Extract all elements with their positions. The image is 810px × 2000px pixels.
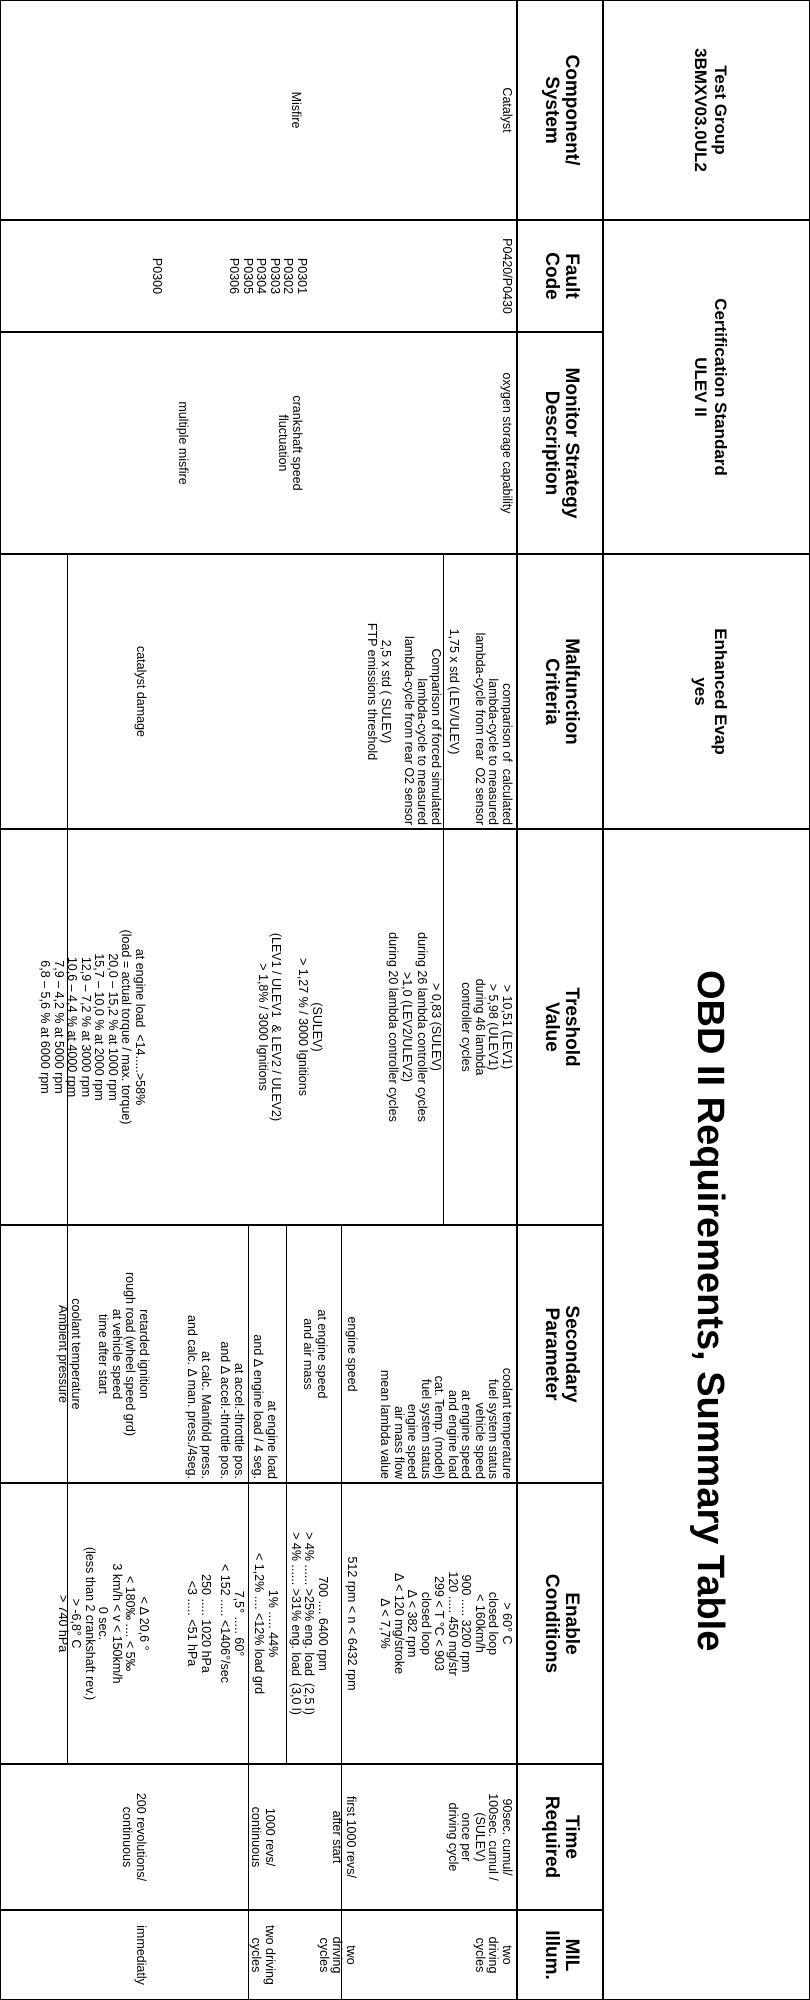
body-component [0, 0, 517, 220]
catalyst-time: 90sec. cumul/ 100sec. cumul / (SULEV) once per driving cycle [446, 1793, 514, 1881]
catalyst-malfunction-1: comparison of calculated lambda-cycle to measured lambda-cycle from rear O2 sensor [473, 632, 514, 825]
header-malfunction-text: Malfunction Criteria [541, 638, 582, 745]
misfire-enable-load: 1% ..... 44% < 1,2% .... <12% load grd [252, 1552, 280, 1695]
misfire-enable-manifold: 250 ..... 1020 hPa <3 ..... <51 hPa [185, 1574, 213, 1673]
misfire-threshold-b: at engine load <14.....>58% (load = actual torque / max. torque) 20,0 – 15,2 % at 1000 rpm 15,7 – 10,0 % at 2000 rpm 12,9 – 7,2 % at 3000 rpm 10,6 – 4,4 % at 4000 rpm 7,9 – 4,2 % at 5000 rpm 6,8 – 5,6 % at 6000 rpm [38, 929, 147, 1125]
misfire-secondary-misc: retarded ignition rough road (wheel speed grd) at vehicle speed time after start coolant temperature Ambient pressure [56, 1272, 151, 1436]
misfire-monitor-2: multiple misfire [176, 401, 190, 485]
header-enable-text: Enable Conditions [541, 1573, 582, 1674]
misfire-secondary-air-mass: at engine speed and air mass [301, 1309, 329, 1399]
header-time-text: Time Required [541, 1795, 582, 1879]
catalyst-monitor: oxygen storage capability [500, 372, 514, 514]
misfire-component: Misfire [289, 91, 303, 129]
header-fault-code-text: Fault Code [541, 252, 582, 300]
catalyst-malfunction-2b: 2,5 x std ( SULEV) FTP emissions threshold [365, 622, 393, 761]
page-title: OBD II Requirements, Summary Table [689, 970, 731, 1652]
enhanced-evap-text: Enhanced Evap yes [691, 628, 730, 755]
misfire-threshold-a: (SULEV) > 1,27 % / 3000 Ignitions (LEV1 / ULEV1 & LEV2 / ULEV2) > 1,8% / 3000 Ignitions [256, 932, 324, 1122]
misfire-malfunction-damage: catalyst damage [134, 645, 148, 738]
misfire-enable-air-mass: 700 .... 6400 rpm > 4% ...... >25% eng. load (2,5 l) > 4% ...... >31% eng. load (3,0 l) [289, 1532, 330, 1715]
catalyst-enable: > 60° C closed loop < 160km/h 900 ..... 3200 rpm 120 ..... 450 mg/str 299 < T °C < 903 closed loop Δ < 382 rpm Δ < 120 mg/stroke Δ < 7,7% [378, 1571, 514, 1676]
misfire-fault-code-multi: P0300 [150, 257, 164, 295]
catalyst-threshold-1: > 10,51 (LEV1) > 5,98 (ULEV1) during 46 lambda controller cycles [459, 978, 514, 1076]
misfire-mil-2: two driving cycles [249, 1925, 277, 1985]
catalyst-mil: two driving cycles [473, 1936, 514, 1974]
misfire-time-1: first 1000 revs/ after start [330, 1796, 358, 1878]
misfire-monitor-1: crankshaft speed fluctuation [276, 395, 304, 491]
header-secondary-text: Secondary Parameter [541, 1305, 582, 1403]
misfire-secondary-engine-speed: engine speed [345, 1316, 359, 1392]
catalyst-malfunction-1b: 1,75 x std (LEV/ULEV) [447, 628, 461, 755]
catalyst-secondary: coolant temperature fuel system status vehicle speed at engine speed and engine load cat. Temp. (model) fuel system status engine speed air mass flow mean lambda value [378, 1367, 514, 1479]
misfire-mil-3: immediatly [134, 1925, 148, 1985]
catalyst-malfunction-2: Comparison of forced simulated lambda-cycle to measured lambda-cycle from rear O2 sensor [402, 636, 443, 825]
catalyst-threshold-2a: > 0,83 (SULEV) during 26 lambda controller cycles [415, 932, 443, 1122]
body-monitor [0, 332, 517, 554]
header-mil-text: MIL Illum. [541, 1930, 582, 1980]
misfire-secondary-load: at engine load and Δ engine load / 4 seg. [251, 1334, 279, 1479]
misfire-secondary-manifold: at calc. Manifold press. and calc. Δ man. press./4seg. [185, 1315, 213, 1479]
certification-text: Certification Standard ULEV II [691, 298, 730, 476]
misfire-fault-codes: P0301 P0302 P0303 P0304 P0305 P0306 [227, 257, 309, 295]
test-group-text: Test Group 3BMXV03.0UL2 [691, 48, 730, 172]
catalyst-threshold-2b: >1,0 (LEV2/ULEV2) during 20 lambda controller cycles [386, 932, 414, 1122]
catalyst-fault-code: P0420/P0430 [500, 238, 514, 314]
misfire-mil-1: two driving cycles [317, 1936, 358, 1974]
misfire-enable-misc: < Δ 20,6 ° < 180‰ .... < 5‰ 3 km/h < v < 150km/h 0 sec. (less than 2 crankshaft rev.) > -6,8° C > 740 hPa [56, 1546, 151, 1701]
misfire-enable-throttle: 7,5° ..... 60° < 152 ..... <1406°/sec [218, 1564, 246, 1683]
misfire-enable-engine-speed: 512 rpm < n < 6432 rpm [345, 1556, 359, 1691]
misfire-time-3: 200 revolutions/ continuous [120, 1792, 148, 1882]
header-monitor-text: Monitor Strategy Description [541, 367, 582, 519]
misfire-secondary-throttle: at accel.-throttle pos. and Δ accel.-throttle pos. [218, 1341, 246, 1479]
catalyst-component: Catalyst [500, 87, 514, 133]
header-component-text: Component/ System [541, 54, 582, 166]
header-threshold-text: Treshold Value [541, 987, 582, 1067]
misfire-time-2: 1000 revs/ continuous [249, 1806, 277, 1868]
